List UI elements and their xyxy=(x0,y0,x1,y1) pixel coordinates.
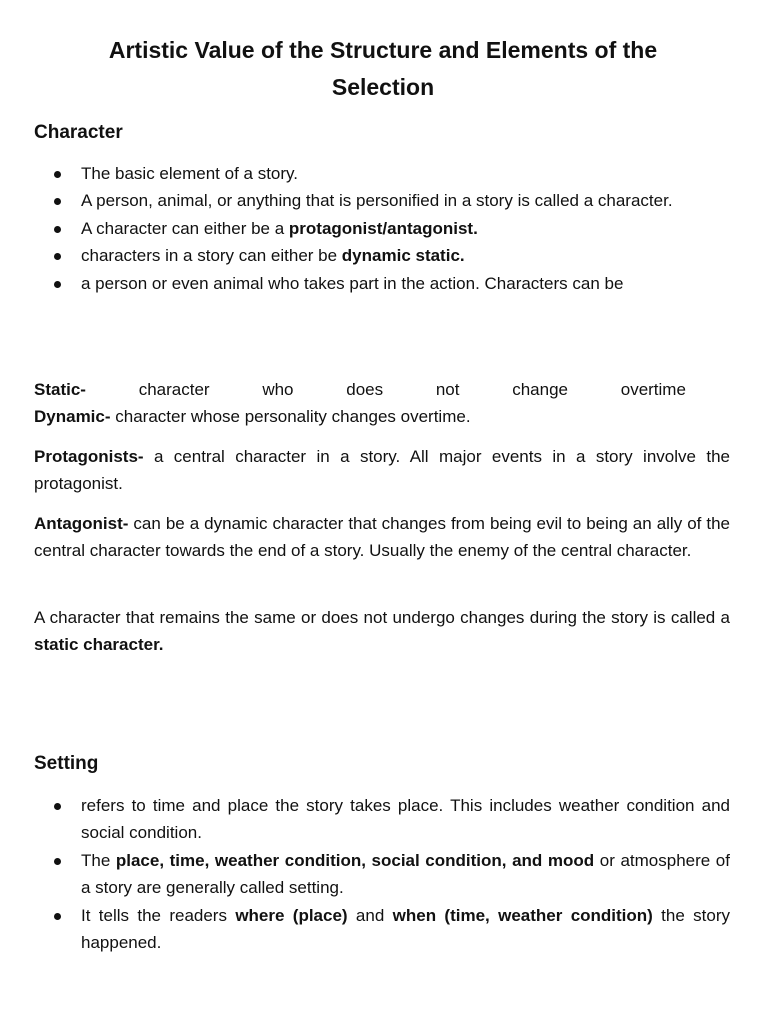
definition-text: a central character in a story. All major events in a story involve the protagonist. xyxy=(34,447,730,494)
character-bullet-list xyxy=(34,160,730,297)
definition-term-antagonist: Antagonist- xyxy=(34,514,129,533)
bullet-text: It tells the readers xyxy=(81,905,236,925)
list-item xyxy=(34,270,730,297)
bullet-dot-icon xyxy=(54,226,61,233)
bullet-text: The xyxy=(81,850,116,870)
list-item xyxy=(34,242,730,269)
definition-word: who xyxy=(262,380,294,399)
definition-term-static: Static- xyxy=(34,380,86,399)
definition-word: not xyxy=(435,380,460,399)
bullet-dot-icon xyxy=(54,198,61,205)
bullet-bold-text: protagonist/antagonist. xyxy=(288,218,478,238)
list-item xyxy=(34,792,730,847)
bullet-text: or atmosphere of a story are generally called setting. xyxy=(81,850,730,898)
antagonist-definition xyxy=(34,510,730,565)
bullet-text: refers to time and place the story takes place. This includes weather condition and social condition. xyxy=(81,796,730,843)
paragraph-text: A character that remains the same or does not undergo changes during the story is called a xyxy=(34,608,730,627)
bullet-text: and xyxy=(347,905,393,925)
paragraph-bold-text: static character. xyxy=(34,635,164,655)
bullet-dot-icon xyxy=(54,858,61,865)
bullet-bold-text: dynamic static. xyxy=(341,246,465,266)
document-title: Artistic Value of the Structure and Elements of the Selection xyxy=(108,37,658,100)
protagonist-definition xyxy=(34,443,730,498)
bullet-text: A person, animal, or anything that is personified in a story is called a character. xyxy=(81,191,673,211)
section-heading-character: Character xyxy=(34,122,123,143)
list-item xyxy=(34,187,730,214)
bullet-text: a person or even animal who takes part in the action. Characters can be xyxy=(81,273,624,293)
definition-text: character whose personality changes overtime. xyxy=(110,407,471,426)
list-item xyxy=(34,902,730,957)
bullet-text: the story happened. xyxy=(81,905,730,953)
bullet-bold-text: when (time, weather condition) xyxy=(392,905,653,925)
bullet-text: The basic element of a story. xyxy=(81,164,299,183)
bullet-dot-icon xyxy=(54,171,61,178)
bullet-dot-icon xyxy=(54,253,61,260)
static-character-paragraph xyxy=(34,604,730,659)
static-definition-line xyxy=(34,376,686,403)
bullet-bold-text: where (place) xyxy=(235,905,348,925)
definition-word: does xyxy=(346,380,384,399)
bullet-text: A character can either be a xyxy=(81,218,289,238)
definition-word: change xyxy=(512,380,568,399)
definition-term-protagonist: Protagonists- xyxy=(34,447,144,466)
list-item xyxy=(34,847,730,902)
bullet-dot-icon xyxy=(54,913,61,920)
section-heading-setting: Setting xyxy=(34,753,99,774)
definition-word: overtime xyxy=(620,380,686,399)
definition-text: can be a dynamic character that changes from being evil to being an ally of the central character towards the end of a story. Usually the enemy of the central character. xyxy=(34,514,730,561)
definition-term-dynamic: Dynamic- xyxy=(34,407,111,426)
bullet-dot-icon xyxy=(54,803,61,810)
bullet-dot-icon xyxy=(54,281,61,288)
bullet-text: characters in a story can either be xyxy=(81,246,342,266)
definition-word: character xyxy=(138,380,210,399)
dynamic-definition xyxy=(34,403,730,430)
setting-bullet-list xyxy=(34,792,730,956)
list-item xyxy=(34,215,730,242)
bullet-bold-text: place, time, weather condition, social condition, and mood xyxy=(115,850,595,870)
list-item xyxy=(34,160,730,187)
